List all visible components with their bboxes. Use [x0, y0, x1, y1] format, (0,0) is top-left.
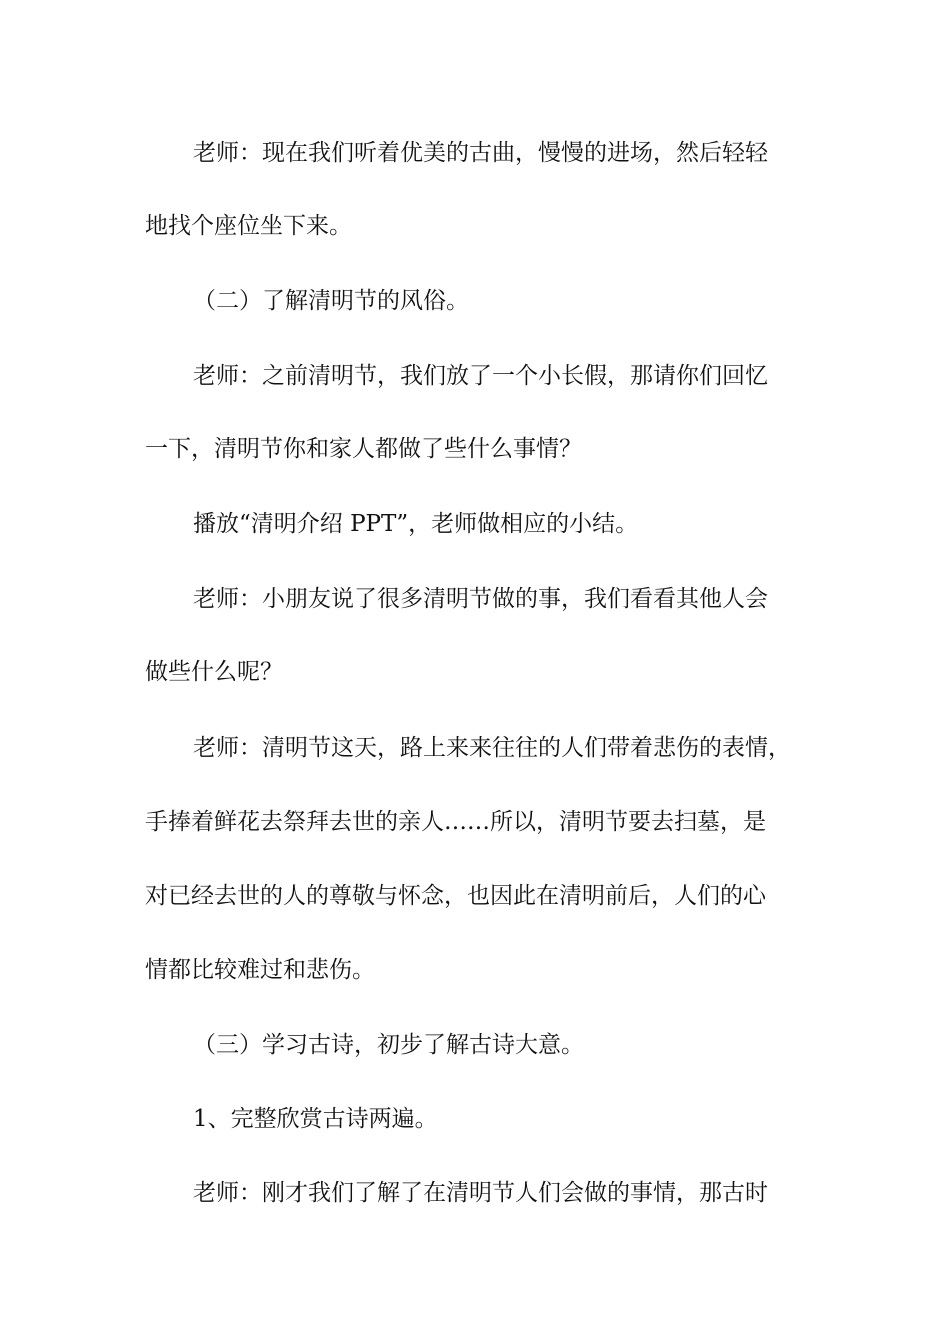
- paragraph-6-line-3: 对已经去世的人的尊敬与怀念，也因此在清明前后，人们的心: [145, 883, 766, 909]
- paragraph-5-line-2: 做些什么呢？: [145, 659, 283, 685]
- paragraph-4-line-1: 播放“清明介绍 PPT”，老师做相应的小结。: [193, 511, 639, 537]
- section-heading-3: （三）学习古诗，初步了解古诗大意。: [193, 1032, 584, 1058]
- paragraph-1-line-2: 地找个座位坐下来。: [145, 213, 352, 239]
- paragraph-1-line-1: 老师：现在我们听着优美的古曲，慢慢的进场，然后轻轻: [193, 140, 768, 166]
- paragraph-5-line-1: 老师：小朋友说了很多清明节做的事，我们看看其他人会: [193, 586, 768, 612]
- paragraph-6-line-2: 手捧着鲜花去祭拜去世的亲人……所以，清明节要去扫墓，是: [145, 809, 766, 835]
- paragraph-9-line-1: 老师：刚才我们了解了在清明节人们会做的事情，那古时: [193, 1180, 768, 1206]
- paragraph-6-line-4: 情都比较难过和悲伤。: [145, 957, 375, 983]
- section-heading-2: （二）了解清明节的风俗。: [193, 288, 469, 314]
- paragraph-6-line-1: 老师：清明节这天，路上来来往往的人们带着悲伤的表情，: [193, 735, 791, 761]
- list-item-1: 1、完整欣赏古诗两遍。: [193, 1106, 438, 1132]
- paragraph-3-line-2: 一下，清明节你和家人都做了些什么事情？: [145, 436, 582, 462]
- paragraph-3-line-1: 老师：之前清明节，我们放了一个小长假，那请你们回忆: [193, 363, 768, 389]
